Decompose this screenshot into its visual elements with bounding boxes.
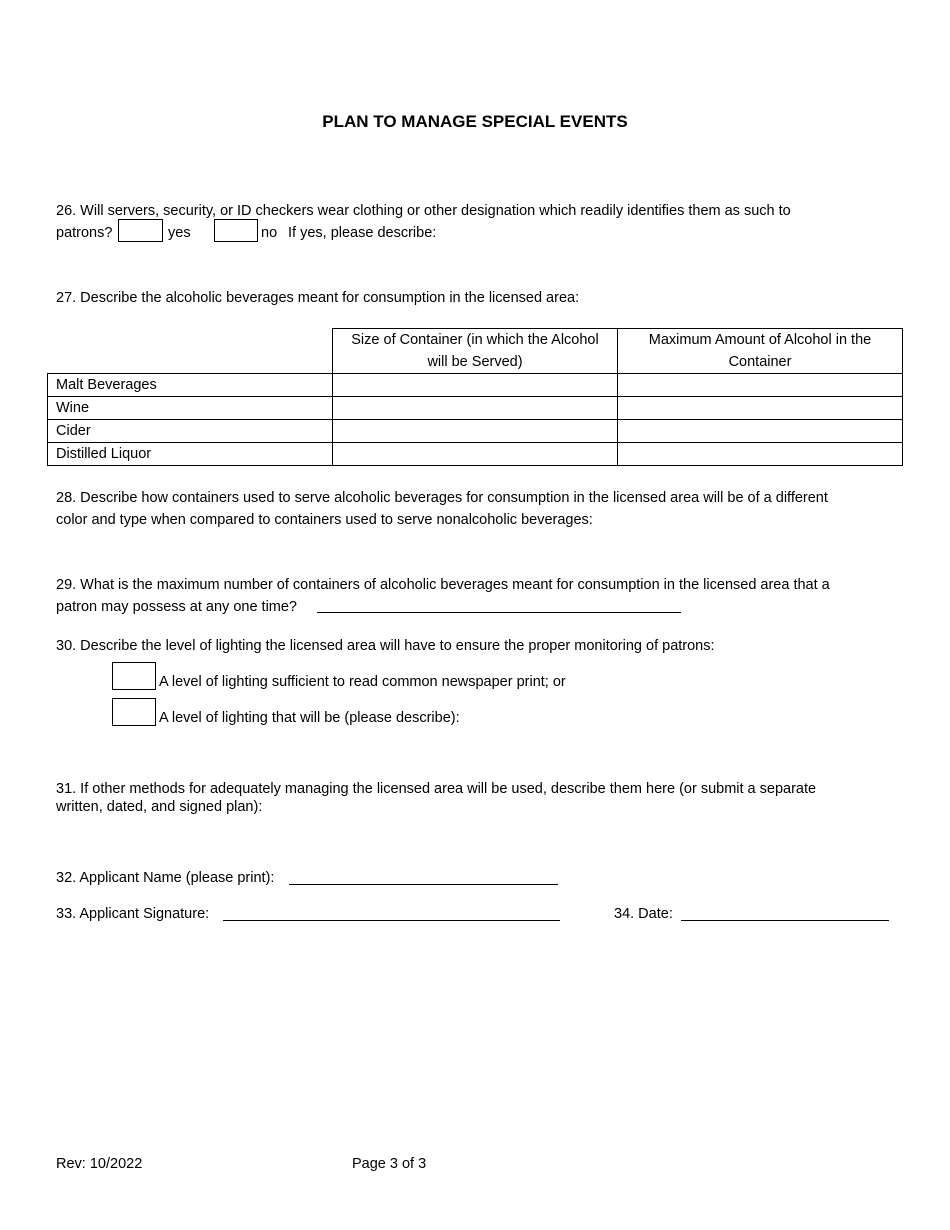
q26-yes-checkbox[interactable]	[118, 219, 163, 242]
q30-option1-label: A level of lighting sufficient to read common newspaper print; or	[159, 674, 566, 690]
q30-text: 30. Describe the level of lighting the licensed area will have to ensure the proper monitoring of patrons:	[56, 638, 715, 654]
q29-line1: 29. What is the maximum number of containers of alcoholic beverages meant for consumption in the licensed area that a	[56, 577, 830, 593]
q30-option2-label: A level of lighting that will be (please describe):	[159, 710, 460, 726]
q33-label: 33. Applicant Signature:	[56, 906, 210, 922]
cell-size-distilled[interactable]	[333, 443, 618, 466]
q27-text: 27. Describe the alcoholic beverages meant for consumption in the licensed area:	[56, 290, 580, 306]
cell-size-wine[interactable]	[333, 397, 618, 420]
q28-line2: color and type when compared to containers used to serve nonalcoholic beverages:	[56, 512, 593, 528]
cell-size-cider[interactable]	[333, 420, 618, 443]
table-row	[48, 397, 903, 420]
applicant-name-line[interactable]	[289, 884, 558, 885]
cell-max-wine[interactable]	[618, 397, 903, 420]
q26-line2-start: patrons?	[56, 225, 113, 241]
q29-answer-line[interactable]	[317, 612, 681, 613]
q34-label: 34. Date:	[614, 906, 673, 922]
q26-no-label: no	[261, 225, 278, 241]
q26-describe-text: If yes, please describe:	[288, 225, 437, 241]
date-line[interactable]	[681, 920, 889, 921]
row-label-cider: Cider	[48, 420, 333, 443]
row-label-distilled: Distilled Liquor	[48, 443, 333, 466]
cell-max-malt[interactable]	[618, 374, 903, 397]
beverage-table	[47, 328, 903, 466]
table-row	[48, 420, 903, 443]
footer-revision: Rev: 10/2022	[56, 1156, 143, 1172]
row-label-malt: Malt Beverages	[48, 374, 333, 397]
q32-label: 32. Applicant Name (please print):	[56, 870, 275, 886]
q30-option1-checkbox[interactable]	[112, 662, 156, 690]
q29-line2: patron may possess at any one time?	[56, 599, 297, 615]
column-header-size: Size of Container (in which the Alcohol will be Served)	[333, 329, 618, 374]
q31-line1: 31. If other methods for adequately managing the licensed area will be used, describe them here (or submit a separate	[56, 781, 817, 797]
q26-line1: 26. Will servers, security, or ID checkers wear clothing or other designation which readily identifies them as such to	[56, 203, 791, 219]
q26-yes-label: yes	[168, 225, 191, 241]
cell-max-cider[interactable]	[618, 420, 903, 443]
page-title: PLAN TO MANAGE SPECIAL EVENTS	[322, 112, 628, 131]
table-row	[48, 374, 903, 397]
q31-line2: written, dated, and signed plan):	[56, 799, 263, 815]
row-label-wine: Wine	[48, 397, 333, 420]
table-header-row	[48, 329, 903, 374]
footer-page-number: Page 3 of 3	[352, 1156, 427, 1172]
column-header-max-amount: Maximum Amount of Alcohol in the Container	[618, 329, 903, 374]
q28-line1: 28. Describe how containers used to serve alcoholic beverages for consumption in the licensed area will be of a different	[56, 490, 828, 506]
q26-no-checkbox[interactable]	[214, 219, 258, 242]
cell-size-malt[interactable]	[333, 374, 618, 397]
q30-option2-checkbox[interactable]	[112, 698, 156, 726]
table-header-blank	[48, 329, 333, 374]
applicant-signature-line[interactable]	[223, 920, 560, 921]
cell-max-distilled[interactable]	[618, 443, 903, 466]
table-row	[48, 443, 903, 466]
